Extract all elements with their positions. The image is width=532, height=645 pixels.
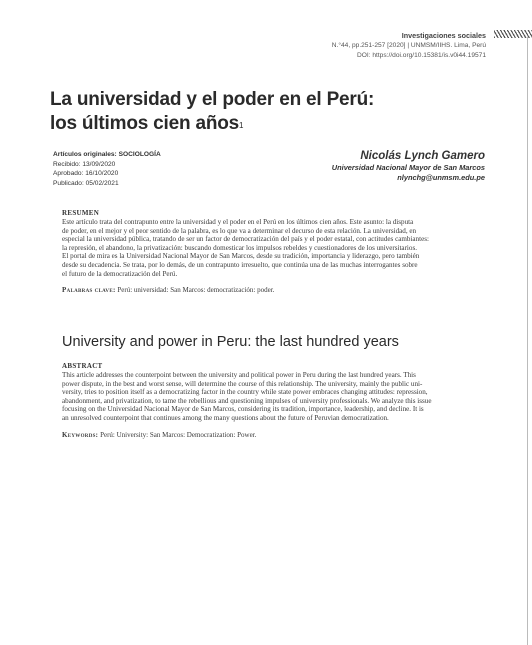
published-date: Publicado: 05/02/2021 <box>53 179 119 187</box>
title-footnote-marker: 1 <box>239 121 244 130</box>
resumen-line: desde su decadencia. Se trata, por lo demás, de un contrapunto irresuelto, que continúa una de las muchas interrogantes sobre <box>62 260 418 269</box>
keywords-text: Perú: universidad: San Marcos: democratización: poder. <box>117 286 275 295</box>
abstract-line: power dispute, in the best and worst sense, will determine the course of this relationship. The university, mainly the public uni- <box>62 379 423 388</box>
keywords-label: Keywords: <box>62 430 99 439</box>
journal-doi: DOI: https://doi.org/10.15381/is.v0i44.19571 <box>356 52 486 59</box>
resumen-line: Este artículo trata del contrapunto entre la universidad y el poder en el Perú en los últimos cien años. Este asunto: la disputa <box>62 218 414 226</box>
page-edge-rule <box>527 37 528 645</box>
article-category: Artículos originales: SOCIOLOGÍA <box>53 151 161 158</box>
english-title: University and power in Peru: the last hundred years <box>62 334 399 350</box>
author-affiliation: Universidad Nacional Mayor de San Marcos <box>331 163 485 172</box>
abstract-line: an unresolved counterpoint that continues among the many questions about the future of Peruvian democratization. <box>62 413 389 422</box>
keywords-text: Perú: University: San Marcos: Democratization: Power. <box>100 430 257 439</box>
approved-date: Aprobado: 16/10/2020 <box>53 170 119 178</box>
resumen-section <box>62 209 475 295</box>
resumen-line: especial la universidad pública, tratando de ser un factor de democratización del país y el poder estatal, con actitudes cambiantes: <box>62 235 429 244</box>
article-title <box>50 88 374 136</box>
journal-issue: N.°44, pp.251-257 [2020] | UNMSM/IIHS. Lima, Perú <box>331 42 486 49</box>
resumen-line: El portal de mira es la Universidad Nacional Mayor de San Marcos, desde su tradición, importancia y liderazgo, pero también <box>62 252 420 261</box>
abstract-section <box>62 362 475 440</box>
resumen-line: la represión, el abandono, la privatización: buscando domesticar los impulsos rebeldes y cuestionadores de los universitarios. <box>62 243 417 252</box>
resumen-keywords <box>62 286 475 295</box>
resumen-line: el futuro de la democratización del Perú. <box>62 269 178 278</box>
article-info <box>53 150 161 188</box>
keywords-label: Palabras clave: <box>62 286 116 295</box>
abstract-line: focusing on the Universidad Nacional Mayor de San Marcos, considering its tradition, importance, leadership, and decline. It is <box>62 405 424 414</box>
resumen-line: de poder, en el mejor y el peor sentido de la palabra, es lo que va a determinar el decurso de esta relación. La universidad, en <box>62 226 417 235</box>
abstract-heading: ABSTRACT <box>62 362 103 370</box>
abstract-keywords <box>62 431 475 440</box>
journal-header <box>332 31 486 61</box>
title-line-2-text: los últimos cien años <box>50 113 240 134</box>
title-line-1: La universidad y el poder en el Perú: <box>50 89 375 110</box>
abstract-line: abandonment, and privatization, to tame the rebellious and questioning impulses of university professionals. We analyze this issue <box>62 396 432 405</box>
received-date: Recibido: 13/09/2020 <box>53 160 116 168</box>
title-line-2 <box>50 112 374 136</box>
author-email: nlynchg@unmsm.edu.pe <box>397 173 485 182</box>
abstract-line: This article addresses the counterpoint between the university and political power in Peru during the last hundred years. This <box>62 371 416 379</box>
author-name: Nicolás Lynch Gamero <box>360 150 485 162</box>
abstract-line: versity, tries to position itself as a democratizing factor in the country while state power embraces changing attitudes: repression, <box>62 388 428 397</box>
journal-name: Investigaciones sociales <box>401 31 486 40</box>
author-block <box>332 149 485 183</box>
resumen-heading: RESUMEN <box>62 209 100 217</box>
